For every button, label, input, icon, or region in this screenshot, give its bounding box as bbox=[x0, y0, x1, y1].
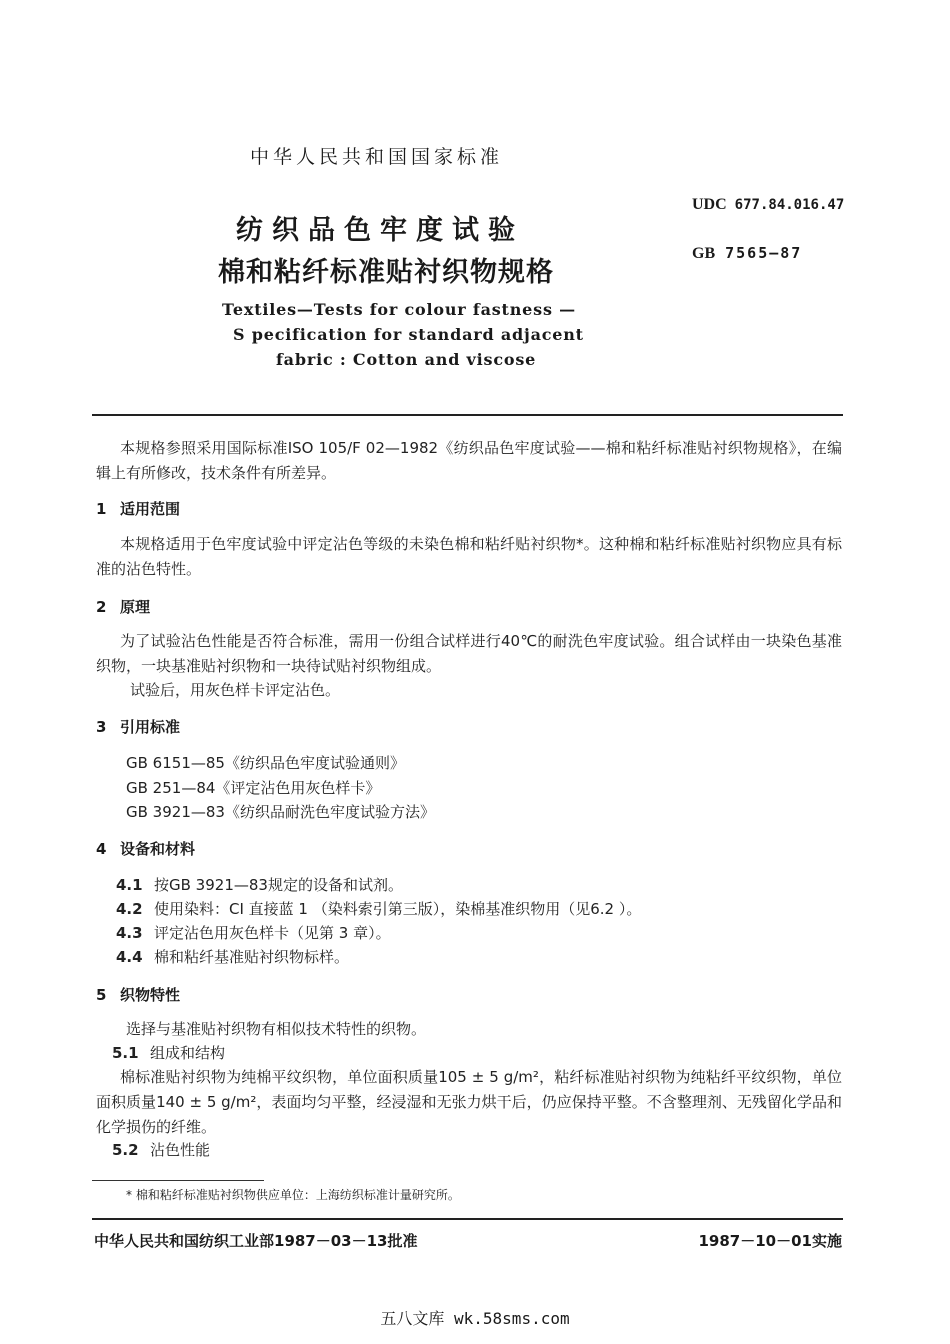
section-2-text-1: 为了试验沾色性能是否符合标准，需用一份组合试样进行40℃的耐洗色牢度试验。组合试样由一块染色基准织物，一块基准贴衬织物和一块待试贴衬织物组成。 bbox=[96, 632, 842, 675]
udc-label: UDC bbox=[692, 196, 727, 213]
title-en-line3: fabric : Cotton and viscose bbox=[276, 350, 537, 369]
watermark: 五八文库 wk.58sms.com bbox=[380, 1309, 570, 1328]
item-number: 4.3 bbox=[116, 924, 143, 942]
subsection-5-1-text: 棉标准贴衬织物为纯棉平纹织物，单位面积质量105 ± 5 g/m²，粘纤标准贴衬织物为纯粘纤平纹织物，单位面积质量140 ± 5 g/m²，表面均匀平整，经浸湿和无张力烘干后，仍应保持平整。不含整理剂、无残留化学品和化学损伤的纤维。 bbox=[96, 1068, 842, 1136]
footnote-rule bbox=[92, 1180, 264, 1181]
item-text: 沾色性能 bbox=[150, 1141, 211, 1159]
section-title: 织物特性 bbox=[120, 986, 181, 1004]
reference-1: GB 6151—85《纺织品色牢度试验通则》 bbox=[126, 754, 405, 772]
title-cn-line2: 棉和粘纤标准贴衬织物规格 bbox=[218, 257, 554, 288]
item-number: 5.2 bbox=[112, 1141, 139, 1159]
section-3-heading bbox=[96, 716, 180, 737]
item-4-1 bbox=[116, 873, 403, 898]
item-number: 5.1 bbox=[112, 1044, 139, 1062]
approval-line: 中华人民共和国纺织工业部1987－03－13批准 bbox=[94, 1232, 418, 1250]
section-4-heading bbox=[96, 838, 195, 859]
section-5-text: 选择与基准贴衬织物有相似技术特性的织物。 bbox=[126, 1020, 427, 1038]
subsection-5-2-heading bbox=[112, 1138, 210, 1163]
title-cn-line1: 纺织品色牢度试验 bbox=[236, 215, 524, 246]
section-number: 4 bbox=[96, 840, 107, 858]
section-number: 5 bbox=[96, 986, 107, 1004]
section-title: 适用范围 bbox=[120, 500, 181, 518]
item-4-4 bbox=[116, 945, 349, 970]
section-2-text-2: 试验后，用灰色样卡评定沾色。 bbox=[130, 681, 341, 699]
section-1-text: 本规格适用于色牢度试验中评定沾色等级的未染色棉和粘纤贴衬织物*。这种棉和粘纤标准贴衬织物应具有标准的沾色特性。 bbox=[96, 535, 842, 578]
udc-value: 677.84.016.47 bbox=[734, 197, 845, 213]
section-number: 2 bbox=[96, 598, 107, 616]
title-en-line1: Textiles—Tests for colour fastness — bbox=[222, 300, 576, 319]
item-number: 4.4 bbox=[116, 948, 143, 966]
section-1-heading bbox=[96, 498, 180, 519]
reference-3: GB 3921—83《纺织品耐洗色牢度试验方法》 bbox=[126, 803, 435, 821]
item-4-2 bbox=[116, 897, 641, 922]
subsection-5-1-heading bbox=[112, 1041, 225, 1066]
section-5-heading bbox=[96, 984, 180, 1005]
section-title: 引用标准 bbox=[120, 718, 181, 736]
effective-date: 1987－10－01实施 bbox=[698, 1232, 842, 1250]
section-title: 设备和材料 bbox=[120, 840, 196, 858]
gb-label: GB bbox=[692, 245, 716, 262]
item-text: 按GB 3921—83规定的设备和试剂。 bbox=[154, 876, 403, 894]
item-number: 4.2 bbox=[116, 900, 143, 918]
section-number: 3 bbox=[96, 718, 107, 736]
standard-org: 中华人民共和国国家标准 bbox=[250, 146, 504, 168]
item-text: 组成和结构 bbox=[150, 1044, 226, 1062]
footnote: * 棉和粘纤标准贴衬织物供应单位：上海纺织标准计量研究所。 bbox=[126, 1188, 460, 1202]
item-4-3 bbox=[116, 921, 391, 946]
gb-number bbox=[692, 244, 802, 263]
reference-2: GB 251—84《评定沾色用灰色样卡》 bbox=[126, 779, 381, 797]
footer-rule bbox=[92, 1218, 843, 1220]
gb-value: 7565—87 bbox=[725, 244, 803, 262]
item-text: 评定沾色用灰色样卡（见第 3 章）。 bbox=[154, 924, 391, 942]
title-en-line2: S pecification for standard adjacent bbox=[233, 325, 584, 344]
udc-code bbox=[692, 196, 844, 214]
section-number: 1 bbox=[96, 500, 107, 518]
header-rule bbox=[92, 414, 843, 416]
item-number: 4.1 bbox=[116, 876, 143, 894]
item-text: 使用染料：CI 直接蓝 1 （染料索引第三版），染棉基准织物用（见6.2 ）。 bbox=[154, 900, 642, 918]
item-text: 棉和粘纤基准贴衬织物标样。 bbox=[154, 948, 350, 966]
section-title: 原理 bbox=[120, 598, 151, 616]
intro-paragraph: 本规格参照采用国际标准ISO 105/F 02—1982《纺织品色牢度试验——棉和粘纤标准贴衬织物规格》，在编辑上有所修改，技术条件有所差异。 bbox=[96, 439, 842, 482]
section-2-heading bbox=[96, 596, 150, 617]
